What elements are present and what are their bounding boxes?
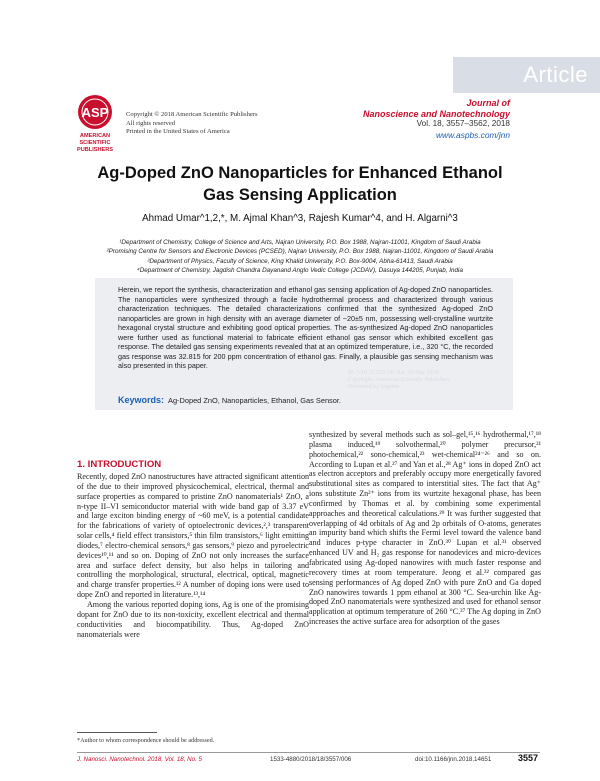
article-type-tab: Article <box>453 57 600 93</box>
paragraph: Recently, doped ZnO nanostructures have attracted significant attention of the due to their improved physicochemical, electrical, thermal and surface properties as compared to pristine ZnO nanomaterials¹ ZnO, a n-type II–VI semiconductor material with wide band gap of 3.37 eV and large exciton binding energy of ~60 meV, is a potential candidate for the fabrications of variety of optoelectronic devices,²,³ transparent solar cells,⁴ field effect transistors,⁵ thin film transistors,⁶ light emitting diodes,⁷ electro-chemical sensors,⁸ gas sensors,⁹ piezo and pyroelectric devices¹⁰,¹¹ and so on. Doping of ZnO not only increases the surface area and surface defect density, but also helps in tailoring and controlling the morphological, structural, electrical, optical, magnetic and charge transfer properties.¹² A number of doping ions were used to dope ZnO and reported in literature.¹³,¹⁴ <box>77 472 309 600</box>
author-list: Ahmad Umar^1,2,*, M. Ajmal Khan^3, Rajesh Kumar^4, and H. Algarni^3 <box>142 213 458 224</box>
publisher-name-line-2: SCIENTIFIC <box>79 140 111 146</box>
section-heading: 1. INTRODUCTION <box>77 459 162 470</box>
keywords-row <box>118 395 341 405</box>
printed-line: Printed in the United States of America <box>126 128 230 136</box>
journal-name-line-2: Nanoscience and Nanotechnology <box>362 108 510 119</box>
download-watermark <box>348 370 450 391</box>
watermark-line: Delivered by Ingenta <box>348 384 399 390</box>
affiliation-1: ¹Department of Chemistry, College of Science and Arts, Najran University, P.O. Box 1988, Najran-11001, Kingdom of Saudi Arabia <box>119 239 481 246</box>
paper-title <box>80 162 520 206</box>
publisher-name-line-1: AMERICAN <box>79 133 111 139</box>
footnote: *Author to whom correspondence should be addressed. <box>77 737 215 744</box>
publisher-name-line-3: PUBLISHERS <box>76 147 114 153</box>
paragraph: Among the various reported doping ions, Ag is one of the promising dopant for ZnO due to its non-toxicity, excellent electrical and thermal conductivities and biocompatibility. Thus, Ag-doped ZnO nanomaterials were <box>77 599 309 639</box>
footer-issn: 1533-4880/2018/18/3557/006 <box>270 756 352 763</box>
watermark-line: Copyright: American Scientific Publishers <box>348 377 450 383</box>
copyright-line: Copyright © 2018 American Scientific Publishers <box>126 111 258 118</box>
page-number: 3557 <box>517 753 538 763</box>
affiliation-3: ³Department of Physics, Faculty of Science, King Khalid University, P.O. Box-9004, Abha-61413, Saudi Arabia <box>147 257 453 265</box>
copyright-notice <box>126 111 258 137</box>
asp-logo <box>72 92 118 156</box>
journal-info <box>363 98 510 140</box>
footer-doi[interactable]: doi:10.1166/jnn.2018.14651 <box>415 756 492 763</box>
keywords-label: Keywords: <box>118 395 165 405</box>
body-column-left <box>77 472 309 639</box>
journal-url-link[interactable]: www.aspbs.com/jnn <box>435 129 510 140</box>
watermark-line: IP: 5.10.31.210 On: Sat, 10 Mar 2018 <box>348 370 439 376</box>
title-line-1: Ag-Doped ZnO Nanoparticles for Enhanced Ethanol <box>97 164 503 182</box>
affiliation-4: ⁴Department of Chemistry, Jagdish Chandra Dayanand Anglo Vedic College (JCDAV), Dasuya 144205, Punjab, India <box>137 266 463 274</box>
footer-divider <box>77 752 540 753</box>
rights-line: All rights reserved <box>126 119 176 127</box>
abstract-text: Herein, we report the synthesis, characterization and ethanol gas sensing application of Ag-doped ZnO nanoparticles. The nanoparticles were synthesized through a facile hydrothermal process and characterized through various characterization techniques. The detailed characterizations confirmed that the synthesized Ag-doped ZnO nanoparticles are grown in high density with an average diameter of ~20±5 nm, possessing well-crystalline wurtzite hexagonal crystal structure and exhibiting good optical properties. The as-synthesized Ag-doped ZnO nanoparticles were further used as functional material to fabricate efficient ethanol gas sensor which exhibited excellent gas response. The detailed gas sensing experiments revealed that at an optimized temperature, i.e., 320 °C, the recorded gas response was 32.815 for 200 ppm concentration of ethanol gas. Finally, a plausible gas sensing mechanism was also presented in this paper. <box>118 285 493 371</box>
footnote-divider <box>77 732 157 733</box>
affiliation-2: ²Promising Centre for Sensors and Electronic Devices (PCSED), Najran University, P.O. Box 1988, Najran-11001, Kingdom of Saudi Arabia <box>106 248 494 256</box>
asp-logo-icon <box>72 92 118 156</box>
paragraph: synthesized by several methods such as sol–gel,¹⁵,¹⁶ hydrothermal,¹⁷,¹⁸ plasma induced,¹⁹ solvothermal,²⁰ polymer precursor,²¹ photochemical,²² sono-chemical,²³ wet-chemical²⁴⁻²⁶ and so on. According to Lupan et al.²⁷ and Yan et al.,²⁸ Ag⁺ ions in doped ZnO act as electron acceptors and preferably occupy more energetically favored substitutional sites as compared to interstitial sites. The fact that Ag⁺ ions substitute Zn²⁺ ions from its wurtzite hexagonal phase, has been confirmed by Thomas et al. by combining some experimental approaches and theoretical calculations.²⁹ It was further suggested that overlapping of 4d orbitals of Ag and 2p orbitals of O-atoms, generates an impurity band which shifts the Fermi level toward the valence band and induces p-type character in ZnO.³⁰ Lupan et al.³¹ observed enhanced UV and H₂ gas response for nanodevices and micro-devices fabricated using Ag-doped nanowires with much faster response and recovery times at room temperature. Jeong et al.³² compared gas sensing performances of Ag doped ZnO with pure ZnO and Ga doped ZnO nanowires towards 1 ppm ethanol at 300 °C. Sea-urchin like Ag-doped ZnO nanomaterials were synthesized and used for ethanol sensor application at optimum temperature of 260 °C.³⁷ The Ag doping in ZnO increases the active surface area for adsorption of the gases <box>309 430 541 627</box>
affiliations <box>60 238 540 275</box>
journal-name-line-1: Journal of <box>466 98 510 108</box>
logo-text: ASP <box>81 105 109 120</box>
journal-volume: Vol. 18, 3557–3562, 2018 <box>416 119 510 129</box>
footer-journal-citation: J. Nanosci. Nanotechnol. 2018, Vol. 18, No. 5 <box>77 756 202 763</box>
title-line-2: Gas Sensing Application <box>203 186 397 204</box>
keywords-values: Ag-Doped ZnO, Nanoparticles, Ethanol, Gas Sensor. <box>168 396 341 405</box>
body-column-right <box>309 430 541 627</box>
